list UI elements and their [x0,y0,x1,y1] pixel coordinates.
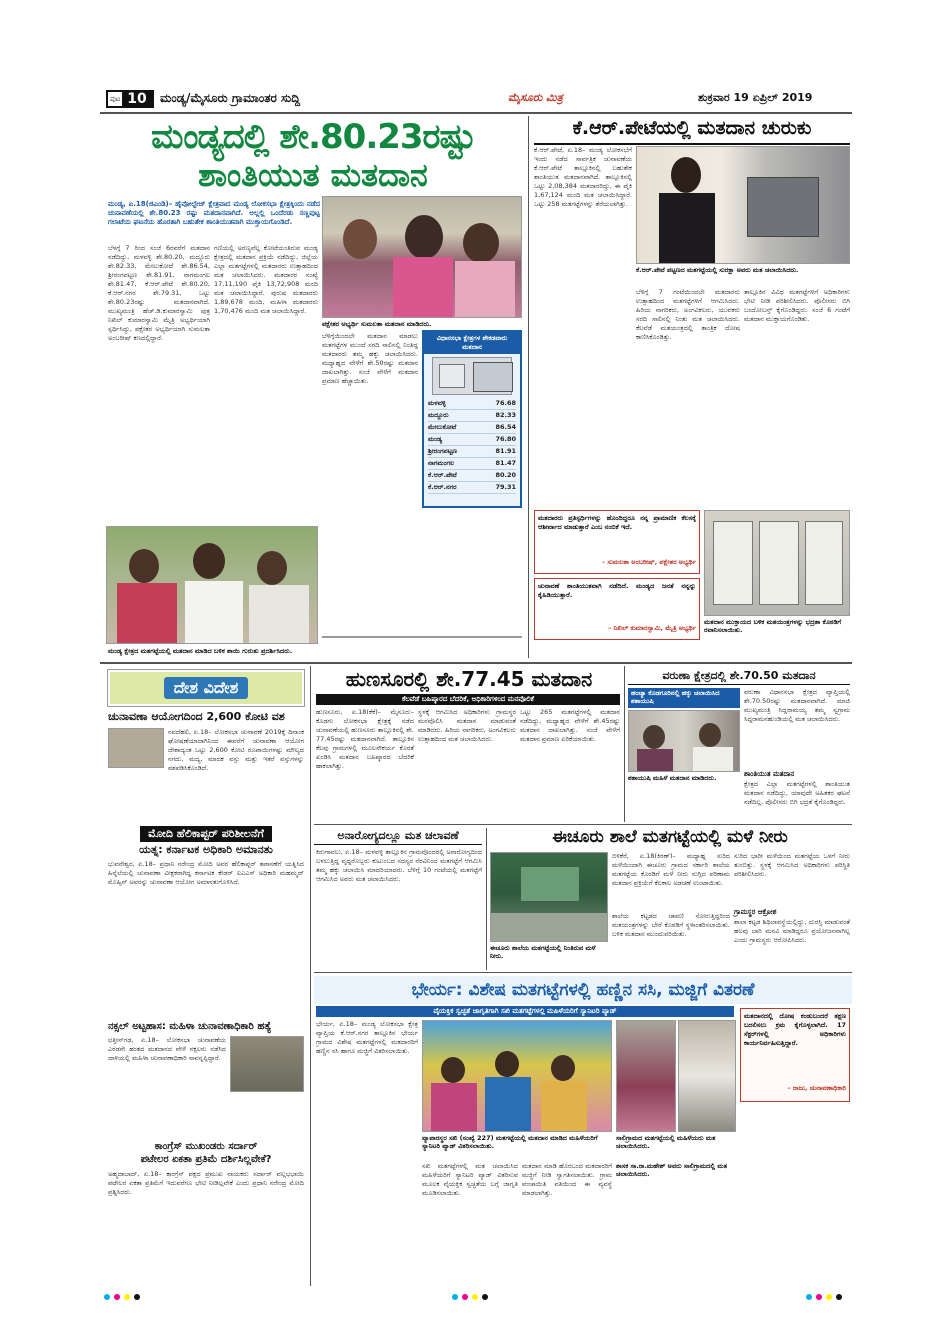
turnout-constituency: ಶ್ರೀರಂಗಪಟ್ಟಣ [428,447,458,455]
turnout-row [428,422,516,434]
turnout-table [422,330,522,508]
divider-horizontal-1 [100,662,852,664]
lead-photo-candidate [322,196,522,318]
lead-headline [102,118,524,194]
divider-horizontal-2 [314,824,852,825]
lead-photo-voters [106,526,318,644]
echuru-headline: ಈಚೂರು ಶಾಲೆ ಮತಗಟ್ಟೆಯಲ್ಲಿ ಮಳೆ ನೀರು [552,827,788,847]
turnout-rows [424,398,520,494]
hunsur-body-2: ಸ್ಥಳಕ್ಕೆ ಆಗಮಿಸಿದ ಅಧಿಕಾರಿಗಳು ಗ್ರಾಮಸ್ಥರ ಮನವೊಲಿಸಿ ಮತದಾನ ಮಾಡುವಂತೆ ಮಾಡಿದರು. ಹಿರಿಯ ನಾಗರಿಕರು, ಅಂಗವಿಕಲರು ಉತ್ಸಾಹದಿಂದ ಮತ ಚಲಾಯಿಸಿದರು. [418,708,516,743]
hunsur-subhead: ಕೆಲವೆಡೆ ಬಹಿಷ್ಕಾರದ ಬೆದರಿಕೆ, ಅಧಿಕಾರಿಗಳಿಂದ ಮನವೊಲಿಕೆ [316,694,620,705]
bheri-body-4 [740,1106,850,1282]
varuna-body-1: ವರುಣಾ ವಿಧಾನಸಭಾ ಕ್ಷೇತ್ರದ ವ್ಯಾಪ್ತಿಯಲ್ಲಿ ಶೇ.70.50ರಷ್ಟು ಮತದಾನವಾಗಿದೆ. ಮಾಜಿ ಮುಖ್ಯಮಂತ್ರಿ ಸಿದ್ದರಾಮಯ್ಯ ತಮ್ಮ ಸ್ವಗ್ರಾಮ ಸಿದ್ದರಾಮನಹುಂಡಿಯಲ್ಲಿ ಮತ ಚಲಾಯಿಸಿದರು. [744,688,850,723]
desha-story1-body: ನವದೆಹಲಿ, ಏ.18– ಲೋಕಸಭಾ ಚುನಾವಣೆ 2019ಕ್ಕೆ ದಿನಾಂಕ ಘೋಷಣೆಯಾದಾಗಿನಿಂದ ಈವರೆಗೆ ಚುನಾವಣಾ ಆಯೋಗ ದೇಶಾದ್ಯಂತ ಒಟ್ಟು 2,600 ಕೋಟಿ ರೂಪಾಯಿಗಳಷ್ಟು ಮೌಲ್ಯದ ನಗದು, ಮದ್ಯ, ಮಾದಕ ವಸ್ತು ಮತ್ತು ಇತರೆ ವಸ್ತುಗಳನ್ನು ವಶಪಡಿಸಿಕೊಂಡಿದೆ. [168,728,304,772]
desha-story2-body: ಭುವನೇಶ್ವರ, ಏ.18– ಪ್ರಧಾನಿ ನರೇಂದ್ರ ಮೋದಿ ಅವರ ಹೆಲಿಕಾಪ್ಟರ್ ತಪಾಸಣೆಗೆ ಯತ್ನಿಸಿದ ಹಿನ್ನೆಲೆಯಲ್ಲಿ ಚುನಾವಣಾ ವೀಕ್ಷಕರಾಗಿದ್ದ ಕರ್ನಾಟಕ ಕೇಡರ್ ಐಎಎಸ್ ಅಧಿಕಾರಿ ಮಹಮ್ಮದ್ ಮೊಹ್ಸಿನ್ ಅವರನ್ನು ಚುನಾವಣಾ ಆಯೋಗ ಅಮಾನತುಗೊಳಿಸಿದೆ. [108,860,304,886]
bheri-photo1-caption: ವ್ಯಾಪಾರಸ್ಥರ ಸಖಿ (ಸಂಖ್ಯೆ 227) ಮತಗಟ್ಟೆಯಲ್ಲಿ ಮತದಾನ ಮಾಡಿದ ಮಹಿಳೆಯರಿಗೆ ಸ್ಯಾನಿಟರಿ ಪ್ಯಾಡ್ ವಿತರಿಸಲಾಯಿತು. [422,1134,598,1150]
masthead-rule [100,112,852,114]
krpete-body-1: ಕೆ.ಆರ್.ಪೇಟೆ, ಏ.18– ಮಂಡ್ಯ ಲೋಕಸಭೆಗೆ ಇಂದು ನಡೆದ ಸಾರ್ವತ್ರಿಕ ಚುನಾವಣೆಯ ಕೆ.ಆರ್.ಪೇಟೆ ತಾಲ್ಲೂಕಿನಲ್ಲಿ ಬಹುತೇಕ ಶಾಂತಿಯುತ ಮತದಾನವಾಗಿದೆ. ತಾಲ್ಲೂಕಿನಲ್ಲಿ ಒಟ್ಟು 2,08,384 ಮತದಾರರಿದ್ದು, ಈ ಪೈಕಿ 1,67,124 ಮಂದಿ ಮತ ಚಲಾಯಿಸಿದ್ದಾರೆ. ಒಟ್ಟು 258 ಮತಗಟ್ಟೆಗಳನ್ನು ತೆರೆಯಲಾಗಿತ್ತು. [534,146,632,208]
desha-story1-headline: ಚುನಾವಣಾ ಆಯೋಗದಿಂದ 2,600 ಕೋಟಿ ವಶ [108,710,285,723]
section-title: ಮಂಡ್ಯ/ಮೈಸೂರು ಗ್ರಾಮಾಂತರ ಸುದ್ದಿ [160,91,301,105]
echuru-body-1: ಬಿಳಿಕೆರೆ, ಏ.18(ಕಿರಣ್)– ಮಧ್ಯಾಹ್ನ ಸುರಿದ ಮಳೆಯಿಂದಾಗಿ ಈಚೂರು ಗ್ರಾಮದ ಸರ್ಕಾರಿ ಶಾಲೆಯ ಮತಗಟ್ಟೆಯ ಕೊಠಡಿಗೆ ಮಳೆ ನೀರು ನುಗ್ಗಿದ ಪರಿಣಾಮ ಮತದಾನ ಪ್ರಕ್ರಿಯೆಗೆ ಕೆಲಕಾಲ ಅಡಚಣೆ ಉಂಟಾಯಿತು. [612,852,730,887]
echuru-subhead: ಗ್ರಾಮಸ್ಥರ ಆಕ್ರೋಶ [734,908,777,916]
turnout-constituency: ಮಂಡ್ಯ [428,435,443,443]
evm-illustration [432,357,512,395]
krpete-quote-1-author: – ಸುಮಲತಾ ಅಂಬರೀಷ್, ಪಕ್ಷೇತರ ಅಭ್ಯರ್ಥಿ [601,558,696,566]
krpete-quote-2: ಚುನಾವಣೆ ಶಾಂತಿಯುತವಾಗಿ ನಡೆದಿದೆ. ಮಂಡ್ಯದ ಜನತೆ ನನ್ನನ್ನು ಕೈಹಿಡಿಯುತ್ತಾರೆ. [538,582,696,599]
masthead [100,88,852,110]
desha-story2-headline [108,822,304,858]
krpete-photo-evm-caption: ಮತದಾನ ಮುಕ್ತಾಯದ ಬಳಿಕ ಮತಯಂತ್ರಗಳನ್ನು ಭದ್ರತಾ ಕೊಠಡಿಗೆ ರವಾನಿಸಲಾಯಿತು. [704,618,842,634]
bheri-photo3-caption: ಶಾಸಕ ಸಾ.ರಾ.ಮಹೇಶ್ ಅವರು ಸಾಲಿಗ್ರಾಮದಲ್ಲಿ ಮತ ಚಲಾಯಿಸಿದರು. [616,1162,728,1178]
registration-marks-center [452,1294,512,1302]
turnout-value: 81.91 [495,447,516,455]
turnout-row [428,446,516,458]
krpete-quote-2-box [534,578,700,640]
desha-story4-headline-1: ಕಾಂಗ್ರೆಸ್ ಮುಖಂಡರು ಸರ್ದಾರ್ [154,1141,258,1152]
turnout-row [428,458,516,470]
hunsur-photo-centenarian [628,710,740,772]
varuna-headline: ವರುಣಾ ಕ್ಷೇತ್ರದಲ್ಲಿ ಶೇ.70.50 ಮತದಾನ [628,668,850,685]
bheri-body-2: ಸಖಿ ಮತಗಟ್ಟೆಗಳಲ್ಲಿ ಮತ ಚಲಾಯಿಸಿದ ಮಹಿಳೆಯರಿಗೆ ಸ್ಯಾನಿಟರಿ ಪ್ಯಾಡ್ ವಿತರಿಸುವ ಮೂಲಕ ವೈಯಕ್ತಿಕ ಸ್ವಚ್ಛತೆಯ ಬಗ್ಗೆ ಜಾಗೃತಿ ಮೂಡಿಸಲಾಯಿತು. [422,1162,518,1197]
lead-body-col-3: ಬೆಳಿಗ್ಗೆಯಿಂದಲೇ ಮತದಾನ ಮಾಡಲು ಮತಗಟ್ಟೆಗಳ ಮುಂದೆ ಸರದಿ ಸಾಲಿನಲ್ಲಿ ನಿಂತಿದ್ದ ಮತದಾರರು ತಮ್ಮ ಹಕ್ಕು ಚಲಾಯಿಸಿದರು. ಮಧ್ಯಾಹ್ನದ ವೇಳೆಗೆ ಶೇ.50ರಷ್ಟು ಮತದಾನ ದಾಖಲಾಗಿತ್ತು. ಸಂಜೆ ವೇಳೆಗೆ ಮತದಾನ ಪ್ರಮಾಣ ಹೆಚ್ಚಾಯಿತು. [322,332,418,385]
krpete-quote-2-author: – ನಿಖಿಲ್ ಕುಮಾರಸ್ವಾಮಿ, ಮೈತ್ರಿ ಅಭ್ಯರ್ಥಿ [608,624,696,632]
krpete-body-2: ಬೆಳಿಗ್ಗೆ 7 ಗಂಟೆಯಿಂದಲೇ ಮತದಾರರು ಉತ್ಸಾಹದಿಂದ ಮತಗಟ್ಟೆಗಳಿಗೆ ಆಗಮಿಸಿದರು. ಹಿರಿಯ ನಾಗರಿಕರು, ಅಂಗವಿಕಲರು, ಯುವಕರು ಸರದಿ ಸಾಲಿನಲ್ಲಿ ನಿಂತು ಮತ ಚಲಾಯಿಸಿದರು. ಕೆಲವೆಡೆ ಮತಯಂತ್ರದಲ್ಲಿ ತಾಂತ್ರಿಕ ದೋಷ ಕಾಣಿಸಿಕೊಂಡಿತ್ತು. [636,288,740,341]
turnout-value: 86.54 [495,423,516,431]
turnout-value: 76.80 [495,435,516,443]
desha-story4-headline [108,1140,304,1166]
desha-story1-photo [108,728,164,768]
anarogya-headline: ಅನಾರೋಗ್ಯದಲ್ಲೂ ಮತ ಚಲಾವಣೆ [314,828,482,845]
echuru-body-3: ಸುರಿದ ಭಾರೀ ಮಳೆಯಿಂದ ಮತಗಟ್ಟೆಯ ಒಳಗೆ ನೀರು ತುಂಬಿತ್ತು. ಸ್ಥಳಕ್ಕೆ ಆಗಮಿಸಿದ ಅಧಿಕಾರಿಗಳು ಪರಿಸ್ಥಿತಿ ಪರಿಶೀಲಿಸಿದರು. [734,852,850,878]
lead-photo-polling [322,636,522,638]
turnout-constituency: ಕೆ.ಆರ್.ಪೇಟೆ [428,471,457,479]
hunsur-photo-caption: ಶತಾಯುಷಿ ಮಹಿಳೆ ಮತದಾನ ಮಾಡಿದರು. [628,774,717,782]
bheri-body-1: ಭೇರ್ಯ, ಏ.18– ಮಂಡ್ಯ ಲೋಕಸಭಾ ಕ್ಷೇತ್ರ ವ್ಯಾಪ್ತಿಯ ಕೆ.ಆರ್.ನಗರ ತಾಲ್ಲೂಕಿನ ಭೇರ್ಯ ಗ್ರಾಮದ ವಿಶೇಷ ಮತಗಟ್ಟೆಗಳಲ್ಲಿ ಮತದಾರರಿಗೆ ಹಣ್ಣಿನ ಸಸಿ ಹಾಗೂ ಮಜ್ಜಿಗೆ ವಿತರಿಸಲಾಯಿತು. [316,1020,418,1055]
hunsur-box [628,688,740,708]
turnout-value: 82.33 [495,411,516,419]
lead-headline-line-2: ಶಾಂತಿಯುತ ಮತದಾನ [198,156,428,194]
turnout-constituency: ನಾಗಮಂಗಲ [428,459,455,467]
krpete-photo-caption: ಕೆ.ಆರ್.ಪೇಟೆ ಪಟ್ಟಣದ ಮತಗಟ್ಟೆಯಲ್ಲಿ ಸುರಕ್ಷಾ ಅವರು ಮತ ಚಲಾಯಿಸಿದರು. [636,266,799,274]
echuru-photo-caption: ಈಚೂರು ಶಾಲೆಯ ಮತಗಟ್ಟೆಯಲ್ಲಿ ನಿಂತಿರುವ ಮಳೆ ನೀರು. [490,944,596,960]
page-number: 10 [122,92,151,106]
bheri-photo-women [616,1020,676,1132]
turnout-value: 81.47 [495,459,516,467]
bheri-photo-sakhi [422,1020,612,1132]
paper-name-logo: ಮೈಸೂರು ಮಿತ್ರ [508,91,563,104]
bheri-quote-author: – ರಾಜು, ಚುನಾವಣಾಧಿಕಾರಿ [787,1084,846,1092]
krpete-photo-voter [636,146,850,264]
echuru-body-2: ಶಾಲೆಯ ಕಟ್ಟಡದ ಚಾವಣಿ ಸೋರುತ್ತಿದ್ದರಿಂದ ಮತಯಂತ್ರಗಳನ್ನು ಬೇರೆ ಕೊಠಡಿಗೆ ಸ್ಥಳಾಂತರಿಸಲಾಯಿತು. ಬಳಿಕ ಮತದಾನ ಮುಂದುವರಿಯಿತು. [612,912,730,938]
divider-vertical-1 [528,116,529,658]
issue-date: ಶುಕ್ರವಾರ 19 ಏಪ್ರಿಲ್ 2019 [698,91,813,104]
hunsur-headline: ಹುಣಸೂರಲ್ಲಿ ಶೇ.77.45 ಮತದಾನ [345,667,593,691]
divider-vertical-2 [310,666,311,1286]
hunsur-box-headline: ಹಂಚ್ಯಾ ಕೊಡಗೂರಿನಲ್ಲಿ ಹಕ್ಕು ಚಲಾಯಿಸಿದ ಶತಾಯುಷಿ [631,689,720,705]
divider-vertical-3 [624,666,625,822]
krpete-quote-1: ಮತದಾರರು ಪ್ರತಿಸ್ಪರ್ಧಿಗಳನ್ನು ಹೊಂದಿದ್ದರೂ ನನ್ನ ಪ್ರಾಮಾಣಿಕ ಕೆಲಸಕ್ಕೆ ಆಶೀರ್ವಾದ ಮಾಡುತ್ತಾರೆ ಎಂಬ ನಂಬಿಕೆ ಇದೆ. [538,514,696,531]
desha-story2-headline-2: ಯತ್ನ: ಕರ್ನಾಟಕ ಅಧಿಕಾರಿ ಅಮಾನತು [139,843,273,856]
divider-horizontal-3 [314,972,852,973]
registration-marks-left [104,1294,164,1302]
lead-body-col-1: ಬೆಳಗ್ಗೆ 7 ರಿಂದ ಸಂಜೆ 6ರವರೆಗೆ ಮತದಾನ ನಡೆದಿದ್ದು, ಮಳವಳ್ಳಿ ಶೇ.80.20, ಮದ್ದೂರು ಶೇ.82.33, ಮೇಲುಕೋಟೆ ಶೇ.86.54, ಶ್ರೀರಂಗಪಟ್ಟಣ ಶೇ.81.91, ನಾಗಮಂಗಲ ಶೇ.81.47, ಕೆ.ಆರ್.ಪೇಟೆ ಶೇ.80.20, ಕೆ.ಆರ್.ನಗರ ಶೇ.79.31, ಒಟ್ಟು ಶೇ.80.23ರಷ್ಟು ಮತದಾನವಾಗಿದೆ. ಮುಖ್ಯಮಂತ್ರಿ ಹೆಚ್.ಡಿ.ಕುಮಾರಸ್ವಾಮಿ ಪುತ್ರ ನಿಖಿಲ್ ಕುಮಾರಸ್ವಾಮಿ ಮೈತ್ರಿ ಅಭ್ಯರ್ಥಿಯಾಗಿ ಸ್ಪರ್ಧಿಸಿದ್ದು, ಪಕ್ಷೇತರ ಅಭ್ಯರ್ಥಿಯಾಗಿ ಸುಮಲತಾ ಅಂಬರೀಷ್ ಕಣದಲ್ಲಿದ್ದಾರೆ. [108,244,210,342]
turnout-row [428,482,516,494]
varuna-subhead: ಶಾಂತಿಯುತ ಮತದಾನ [744,770,795,778]
hunsur-body-1: ಹುಣಸೂರು, ಏ.18(ಕೆಕೆ)– ಮೈಸೂರು–ಕೊಡಗು ಲೋಕಸಭಾ ಕ್ಷೇತ್ರಕ್ಕೆ ನಡೆದ ಚುನಾವಣೆಯಲ್ಲಿ ಹುಣಸೂರು ತಾಲ್ಲೂಕಿನಲ್ಲಿ ಶೇ. 77.45ರಷ್ಟು ಮತದಾನವಾಗಿದೆ. ತಾಲ್ಲೂಕಿನ ಕೆಲವು ಗ್ರಾಮಗಳಲ್ಲಿ ಮೂಲಸೌಕರ್ಯ ಕೊರತೆ ಖಂಡಿಸಿ ಮತದಾನ ಬಹಿಷ್ಕಾರದ ಬೆದರಿಕೆ ಹಾಕಲಾಗಿತ್ತು. [316,708,414,770]
bheri-photo-mla [678,1020,736,1132]
turnout-value: 80.20 [495,471,516,479]
echuru-photo-water [490,852,608,942]
krpete-quote-1-box [534,510,700,574]
turnout-value: 79.31 [495,483,516,491]
turnout-row [428,434,516,446]
anarogya-body: ಕಿರುಗಾವಲು, ಏ.18– ಮಳವಳ್ಳಿ ತಾಲ್ಲೂಕಿನ ಗ್ರಾಮವೊಂದರಲ್ಲಿ ಅನಾರೋಗ್ಯದಿಂದ ಬಳಲುತ್ತಿದ್ದ ವೃದ್ಧರೊಬ್ಬರು ಕುಟುಂಬದ ಸದಸ್ಯರ ನೆರವಿನಿಂದ ಮತಗಟ್ಟೆಗೆ ಆಗಮಿಸಿ ತಮ್ಮ ಹಕ್ಕು ಚಲಾಯಿಸಿ ಮಾದರಿಯಾದರು. ಬೆಳಿಗ್ಗೆ 10 ಗಂಟೆಯಲ್ಲಿ ಮತಗಟ್ಟೆಗೆ ಆಗಮಿಸಿದ ಅವರು ಮತ ಚಲಾಯಿಸಿದರು. [316,848,482,883]
turnout-constituency: ಕೆ.ಆರ್.ನಗರ [428,483,457,491]
lead-body-col-2: ಗಣಿಯಲ್ಲಿ ಅರಣ್ಯವೆಲ್ಲ ಕೋಟೆಯಂತಿರುವ ಮಂಡ್ಯ ಕ್ಷೇತ್ರದಲ್ಲಿ ಮತದಾನ ಪ್ರಕ್ರಿಯೆ ನಡೆದಿದ್ದು, ಜಿಲ್ಲೆಯ ಎಲ್ಲಾ ಮತಗಟ್ಟೆಗಳಲ್ಲಿ ಮತದಾರರು ಉತ್ಸಾಹದಿಂದ ಮತ ಚಲಾಯಿಸಿದರು. ಮತದಾರರ ಸಂಖ್ಯೆ 17,11,190 ಪೈಕಿ 13,72,908 ಮಂದಿ ಮತ ಚಲಾಯಿಸಿದ್ದಾರೆ. ಪುರುಷ ಮತದಾರರು 1,89,678 ಮಂದಿ, ಮಹಿಳಾ ಮತದಾರರು 1,70,476 ಮಂದಿ ಮತ ಚಲಾಯಿಸಿದ್ದಾರೆ. [214,244,318,315]
desha-story3-photo [230,1036,304,1092]
page-label: ಪುಟ [110,94,121,103]
turnout-constituency: ಮಳವಳ್ಳಿ [428,399,446,407]
desha-story4-body: ಅಹ್ಮದಾಬಾದ್, ಏ.18– ಕಾಂಗ್ರೆಸ್ ಪಕ್ಷದ ಪ್ರಮುಖ ನಾಯಕರು ಸರ್ದಾರ್ ವಲ್ಲಭಭಾಯಿ ಪಟೇಲರ ಏಕತಾ ಪ್ರತಿಮೆಗೆ ಇದುವರೆಗೂ ಭೇಟಿ ನೀಡಿಲ್ಲವೇಕೆ ಎಂದು ಪ್ರಧಾನಿ ನರೇಂದ್ರ ಮೋದಿ ಪ್ರಶ್ನಿಸಿದರು. [108,1170,304,1196]
divider-vertical-4 [486,828,487,970]
turnout-table-title: ವಿಧಾನಸಭಾ ಕ್ಷೇತ್ರಗಳ ಶೇಕಡವಾರು ಮತದಾನ [424,332,520,354]
bheri-headline: ಭೇರ್ಯ: ವಿಶೇಷ ಮತಗಟ್ಟೆಗಳಲ್ಲಿ ಹಣ್ಣಿನ ಸಸಿ, ಮಜ್ಜಿಗೆ ವಿತರಣೆ [411,980,755,1000]
page-number-badge [106,90,154,108]
bheri-quote: ಮತದಾನದಲ್ಲಿ ದೋಷ ಕಂಡುಬಂದರೆ ತಕ್ಷಣ ಬದಲಿಸಲು ಕ್ರಮ ಕೈಗೊಳ್ಳಲಾಗಿದೆ. 17 ಸೆಕ್ಟರ್‌ಗಳಲ್ಲಿ ಅಧಿಕಾರಿಗಳು ಕಾರ್ಯನಿರ್ವಹಿಸುತ್ತಿದ್ದಾರೆ. [744,1012,846,1047]
turnout-constituency: ಮದ್ದೂರು [428,411,449,419]
turnout-row [428,398,516,410]
bheri-photo2-caption: ಸಾಲಿಗ್ರಾಮದ ಮತಗಟ್ಟೆಯಲ್ಲಿ ಮಹಿಳೆಯರು ಮತ ಚಲಾಯಿಸಿದರು. [616,1134,716,1150]
bheri-body-3: ಮತದಾನ ಮಾಡಿ ಹೊರಬಂದ ಮತದಾರರಿಗೆ ಮಜ್ಜಿಗೆ ನೀಡಿ ಸ್ವಾಗತಿಸಲಾಯಿತು. ಗ್ರಾಮ ಪಂಚಾಯಿತಿ ವತಿಯಿಂದ ಈ ವ್ಯವಸ್ಥೆ ಮಾಡಲಾಗಿತ್ತು. [522,1162,612,1197]
desha-story3-body: ಛತ್ತೀಸ್‌ಗಢ, ಏ.18– ಲೋಕಸಭಾ ಚುನಾವಣೆಯ ಎರಡನೇ ಹಂತದ ಮತದಾನದ ವೇಳೆ ನಕ್ಸಲರು ನಡೆಸಿದ ದಾಳಿಯಲ್ಲಿ ಮಹಿಳಾ ಚುನಾವಣಾಧಿಕಾರಿ ಸಾವನ್ನಪ್ಪಿದ್ದಾರೆ. [108,1036,226,1062]
krpete-body-1-cont [534,330,632,508]
bheri-headline-bar [314,976,852,1004]
desha-story3-headline: ನಕ್ಸಲ್ ಅಟ್ಟಹಾಸ: ಮಹಿಳಾ ಚುನಾವಣಾಧಿಕಾರಿ ಹತ್ಯೆ [108,1021,272,1032]
desha-videsha-text: ದೇಶ ವಿದೇಶ [164,677,249,699]
desha-story2-headline-1: ಮೋದಿ ಹೆಲಿಕಾಪ್ಟರ್ ಪರಿಶೀಲನೆಗೆ [140,826,272,842]
lead-photo-top-caption: ಪಕ್ಷೇತರ ಅಭ್ಯರ್ಥಿ ಸುಮಲತಾ ಮತದಾನ ಮಾಡಿದರು. [322,320,432,328]
bheri-quote-box [740,1008,850,1102]
turnout-row [428,410,516,422]
registration-marks-right [806,1294,866,1302]
desha-videsha-label [108,670,304,706]
bheri-subhead: ವೈಯಕ್ತಿಕ ಸ್ವಚ್ಛತೆ ಜಾಗೃತಿಗಾಗಿ ಸಖಿ ಮತಗಟ್ಟೆಗಳಲ್ಲಿ ಮಹಿಳೆಯರಿಗೆ ಸ್ಯಾನಿಟರಿ ಪ್ಯಾಡ್ [316,1006,734,1017]
turnout-row [428,470,516,482]
varuna-body-2: ಕ್ಷೇತ್ರದ ಎಲ್ಲಾ ಮತಗಟ್ಟೆಗಳಲ್ಲಿ ಶಾಂತಿಯುತ ಮತದಾನ ನಡೆದಿದ್ದು, ಯಾವುದೇ ಅಹಿತಕರ ಘಟನೆ ನಡೆದಿಲ್ಲ. ಪೊಲೀಸರು ಬಿಗಿ ಭದ್ರತೆ ಕೈಗೊಂಡಿದ್ದರು. [744,780,850,806]
turnout-value: 76.68 [495,399,516,407]
lead-photo-left-caption: ಮಂಡ್ಯ ಕ್ಷೇತ್ರದ ಮತಗಟ್ಟೆಯಲ್ಲಿ ಮತದಾನ ಮಾಡಿದ ಬಳಿಕ ಶಾಯಿ ಗುರುತು ಪ್ರದರ್ಶಿಸಿದರು. [108,647,293,655]
echuru-body-4: ಶಾಲಾ ಕಟ್ಟಡ ಶಿಥಿಲಾವಸ್ಥೆಯಲ್ಲಿದ್ದು, ದುರಸ್ತಿ ಮಾಡುವಂತೆ ಹಲವು ಬಾರಿ ಮನವಿ ಮಾಡಿದ್ದರೂ ಪ್ರಯೋಜನವಾಗಿಲ್ಲ ಎಂದು ಗ್ರಾಮಸ್ಥರು ಆರೋಪಿಸಿದರು. [734,918,850,944]
krpete-headline: ಕೆ.ಆರ್.ಪೇಟೆಯಲ್ಲಿ ಮತದಾನ ಚುರುಕು [534,116,850,145]
krpete-body-3: ತಾಲ್ಲೂಕಿನ ವಿವಿಧ ಮತಗಟ್ಟೆಗಳಿಗೆ ಅಧಿಕಾರಿಗಳು ಭೇಟಿ ನೀಡಿ ಪರಿಶೀಲಿಸಿದರು. ಪೊಲೀಸರು ಬಿಗಿ ಬಂದೋಬಸ್ತ್ ಕೈಗೊಂಡಿದ್ದರು. ಸಂಜೆ 6 ಗಂಟೆಗೆ ಮತದಾನ ಮುಕ್ತಾಯಗೊಂಡಿತು. [744,288,850,323]
lead-headline-line-1: ಮಂಡ್ಯದಲ್ಲಿ ಶೇ.80.23ರಷ್ಟು [151,117,475,157]
hunsur-body-3: ಒಟ್ಟು 265 ಮತಗಟ್ಟೆಗಳಲ್ಲಿ ಮತದಾನ ನಡೆದಿದ್ದು, ಮಧ್ಯಾಹ್ನದ ವೇಳೆಗೆ ಶೇ.45ರಷ್ಟು ಮತದಾನ ದಾಖಲಾಗಿತ್ತು. ಸಂಜೆ ವೇಳೆಗೆ ಮತದಾನ ಪ್ರಮಾಣ ಏರಿಕೆಯಾಯಿತು. [520,708,620,743]
desha-story4-headline-2: ಪಟೇಲರ ಏಕತಾ ಪ್ರತಿಮೆ ದರ್ಶಿಸಿಲ್ಲವೇಕೆ? [140,1154,272,1165]
turnout-constituency: ಮೇಲುಕೋಟೆ [428,423,457,431]
krpete-photo-evm [704,510,850,616]
lead-intro: ಮಂಡ್ಯ, ಏ.18(ಜಿಎಂಡಿ)– ಹೈವೋಲ್ಟೇಜ್ ಕ್ಷೇತ್ರವಾದ ಮಂಡ್ಯ ಲೋಕಸಭಾ ಕ್ಷೇತ್ರಕ್ಕಿಂದು ನಡೆದ ಚುನಾವಣೆಯಲ್ಲಿ ಶೇ.80.23 ರಷ್ಟು ಮತದಾನವಾಗಿದೆ. ಅಲ್ಲಲ್ಲಿ ಒಂದೆರಡು ಸಣ್ಣಪುಟ್ಟ ಗಲಾಟೆಯ ಘಟನೆಯ ಹೊರತಾಗಿ ಬಹುತೇಕ ಶಾಂತಿಯುತವಾಗಿ ಮುಕ್ತಾಯಗೊಂಡಿದೆ. [108,200,320,226]
